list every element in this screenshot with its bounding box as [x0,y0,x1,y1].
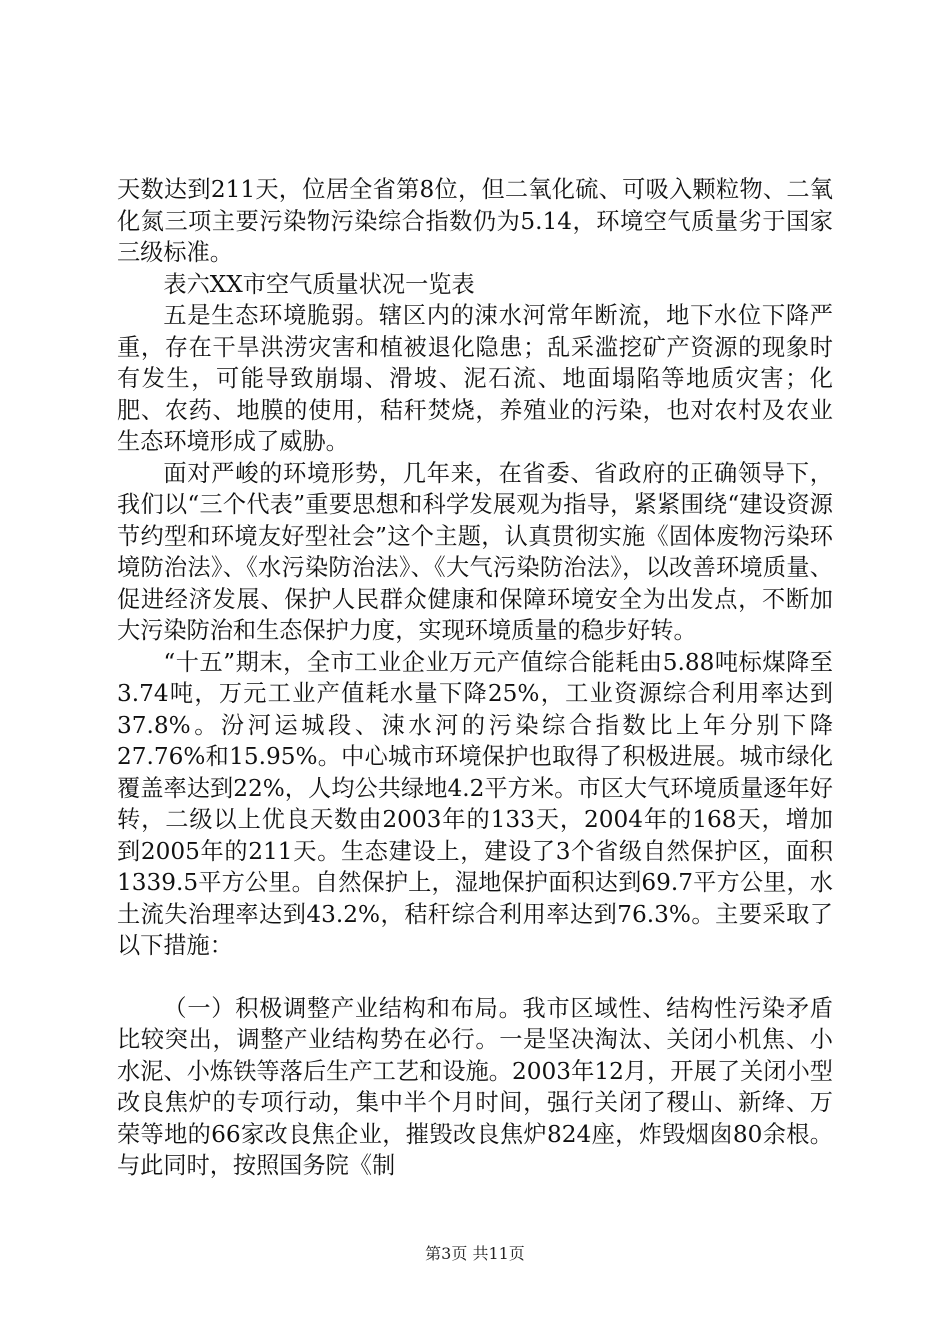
paragraph-ecological-fragility: 五是生态环境脆弱。辖区内的涑水河常年断流，地下水位下降严重，存在干旱洪涝灾害和植被退化隐患；乱采滥挖矿产资源的现象时有发生，可能导致崩塌、滑坡、泥石流、地面塌陷等地质灾害；化肥、农药、地膜的使用，秸秆焚烧，养殖业的污染，也对农村及农业生态环境形成了威胁。 [117,302,833,455]
paragraph-gap [117,962,833,993]
paragraph-industrial-restructuring: （一）积极调整产业结构和布局。我市区域性、结构性污染矛盾比较突出，调整产业结构势在必行。一是坚决淘汰、关闭小机焦、小水泥、小炼铁等落后生产工艺和设施。2003年12月，开展了关闭小型改良焦炉的专项行动，集中半个月时间，强行关闭了稷山、新绛、万荣等地的66家改良焦企业，摧毁改良焦炉824座，炸毁烟囱80余根。与此同时，按照国务院《制 [117,994,833,1179]
document-body [117,174,833,1182]
page-number: 第3页 共11页 [425,1244,525,1263]
paragraph-tenth-five-year-results: “十五”期末，全市工业企业万元产值综合能耗由5.88吨标煤降至3.74吨，万元工业产值耗水量下降25%，工业资源综合利用率达到37.8%。汾河运城段、涑水河的污染综合指数比上年分别下降27.76%和15.95%。中心城市环境保护也取得了积极进展。城市绿化覆盖率达到22%，人均公共绿地4.2平方米。市区大气环境质量逐年好转，二级以上优良天数由2003年的133天，2004年的168天，增加到2005年的211天。生态建设上，建设了3个省级自然保护区，面积1339.5平方公里。自然保护上，湿地保护面积达到69.7平方公里，水土流失治理率达到43.2%，秸秆综合利用率达到76.3%。主要采取了以下措施： [117,648,833,959]
paragraph-environmental-policy: 面对严峻的环境形势，几年来，在省委、省政府的正确领导下，我们以“三个代表”重要思想和科学发展观为指导，紧紧围绕“建设资源节约型和环境友好型社会”这个主题，认真贯彻实施《固体废物污染环境防治法》、《水污染防治法》、《大气污染防治法》，以改善环境质量、促进经济发展、保护人民群众健康和保障环境安全为出发点，不断加大污染防治和生态保护力度，实现环境质量的稳步好转。 [117,459,833,644]
paragraph-air-quality-days: 天数达到211天，位居全省第8位，但二氧化硫、可吸入颗粒物、二氧化氮三项主要污染物污染综合指数仍为5.14，环境空气质量劣于国家三级标准。 [117,176,833,266]
page-footer [0,1244,950,1264]
table-caption: 表六XX市空气质量状况一览表 [163,270,475,298]
